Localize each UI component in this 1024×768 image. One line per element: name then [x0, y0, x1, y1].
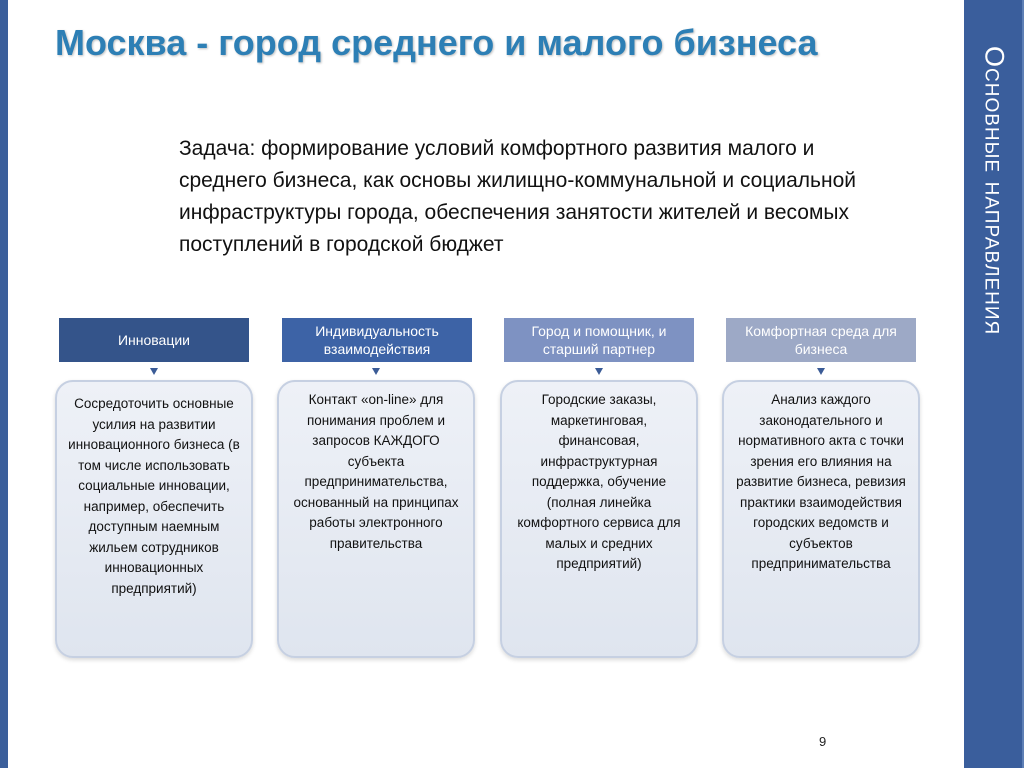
- side-title: [964, 0, 1024, 768]
- left-accent-bar: [0, 0, 8, 768]
- slide-title: Москва - город среднего и малого бизнеса: [55, 22, 818, 63]
- column-card-individual: Контакт «on-line» для понимания проблем и запросов КАЖДОГО субъекта предпринимательства, основанный на принципах работы электронного правительства: [277, 380, 475, 658]
- page-number: 9: [819, 734, 827, 749]
- column-card-innovation: Сосредоточить основные усилия на развитии инновационного бизнеса (в том числе использовать социальные инновации, например, обеспечить доступным наемным жильем сотрудников инновационных предприятий): [55, 380, 253, 658]
- column-card-comfort: Анализ каждого законодательного и нормативного акта с точки зрения его влияния на развитие бизнеса, ревизия практики взаимодействия городских ведомств и субъектов предпринимательства: [722, 380, 920, 658]
- column-card-city-partner: Городские заказы, маркетинговая, финансовая, инфраструктурная поддержка, обучение (полная линейка комфортного сервиса для малых и средних предприятий): [500, 380, 698, 658]
- column-header-innovation: Инновации: [59, 318, 249, 362]
- column-header-city-partner: Город и помощник, и старший партнер: [504, 318, 694, 362]
- arrow-down-icon: [595, 368, 603, 375]
- arrow-down-icon: [817, 368, 825, 375]
- arrow-down-icon: [372, 368, 380, 375]
- side-title-text: Основные направления: [979, 46, 1010, 336]
- column-header-individual: Индивидуальность взаимодействия: [282, 318, 472, 362]
- task-statement: Задача: формирование условий комфортного развития малого и среднего бизнеса, как основы жилищно-коммунальной и социальной инфраструктуры города, обеспечения занятости жителей и весомых поступлений в городской бюджет: [179, 137, 856, 256]
- arrow-down-icon: [150, 368, 158, 375]
- column-header-comfort: Комфортная среда для бизнеса: [726, 318, 916, 362]
